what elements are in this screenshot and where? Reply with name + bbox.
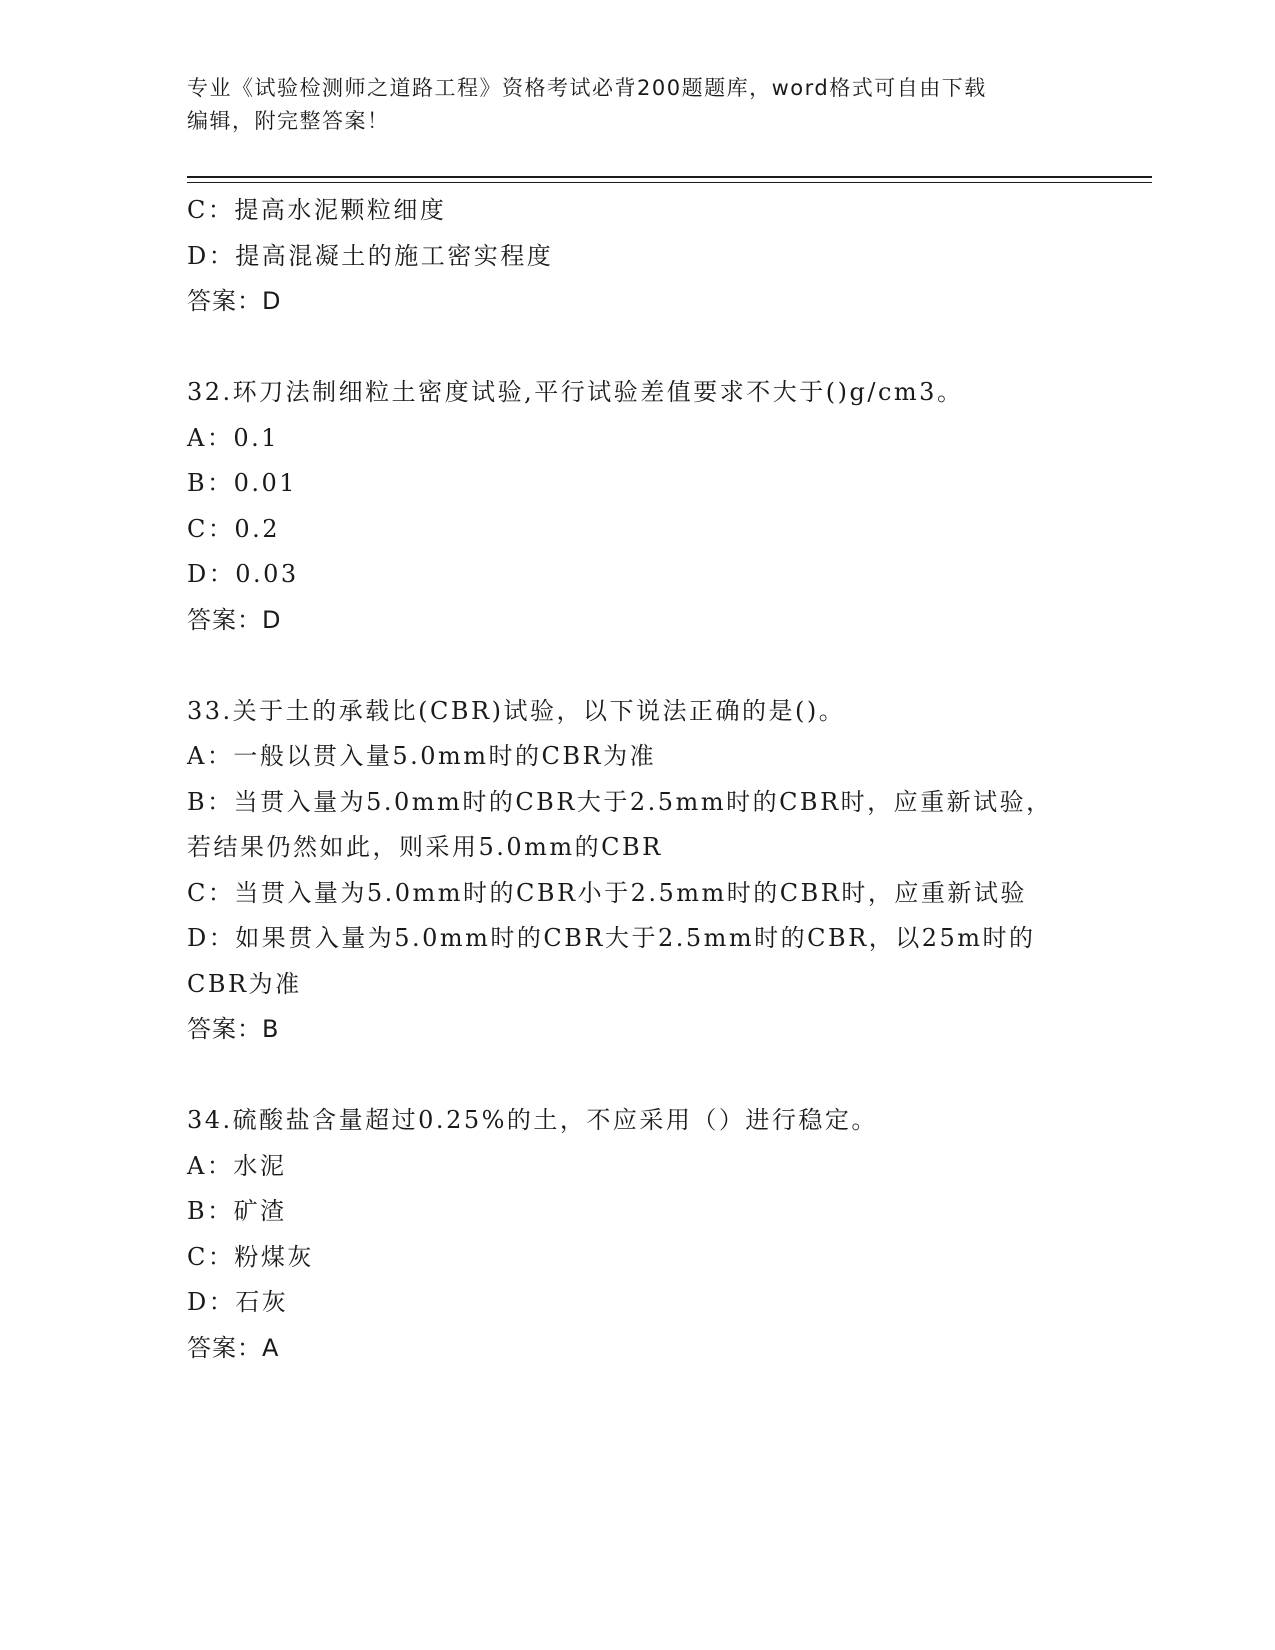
option-b: B：当贯入量为5.0mm时的CBR大于2.5mm时的CBR时，应重新试验， [187,787,1053,816]
question-block-33 [187,689,1087,1053]
spacer [187,325,1087,371]
question-block-34 [187,1098,1087,1371]
header-line-1: 专业《试验检测师之道路工程》资格考试必背200题题库，word格式可自由下载 [187,76,987,100]
option-d: D：提高混凝土的施工密实程度 [187,241,554,270]
header-line-2: 编辑，附完整答案！ [187,109,390,133]
option-c: C：当贯入量为5.0mm时的CBR小于2.5mm时的CBR时，应重新试验 [187,878,1027,907]
option-d-continued: CBR为准 [187,969,302,998]
option-d: D：如果贯入量为5.0mm时的CBR大于2.5mm时的CBR，以25m时的 [187,924,1036,952]
option-d: D：石灰 [187,1288,289,1316]
option-a: A：一般以贯入量5.0mm时的CBR为准 [187,742,657,770]
question-list [187,188,1087,1371]
header-divider-thick [187,176,1152,178]
answer-line: 答案：B [187,1015,280,1043]
question-stem: 34.硫酸盐含量超过0.25%的土，不应采用（）进行稳定。 [187,1106,878,1134]
option-a: A：水泥 [187,1151,287,1180]
question-stem: 33.关于土的承载比(CBR)试验，以下说法正确的是()。 [187,696,846,725]
question-stem: 32.环刀法制细粒土密度试验,平行试验差值要求不大于()g/cm3。 [187,378,964,406]
question-block-prev [187,188,1087,325]
option-b-continued: 若结果仍然如此，则采用5.0mm的CBR [187,833,663,861]
answer-line: 答案：D [187,605,282,634]
option-c: C：提高水泥颗粒细度 [187,196,447,224]
header-divider-thin [187,182,1152,183]
option-a: A：0.1 [187,423,279,452]
option-d: D：0.03 [187,560,299,588]
option-b: B：0.01 [187,469,298,497]
option-c: C：粉煤灰 [187,1242,314,1271]
question-block-32 [187,370,1087,643]
answer-line: 答案：A [187,1333,280,1362]
option-b: B：矿渣 [187,1197,287,1225]
option-c: C：0.2 [187,514,281,543]
answer-line: 答案：D [187,287,282,315]
document-header [187,72,1087,138]
spacer [187,1053,1087,1099]
spacer [187,643,1087,689]
